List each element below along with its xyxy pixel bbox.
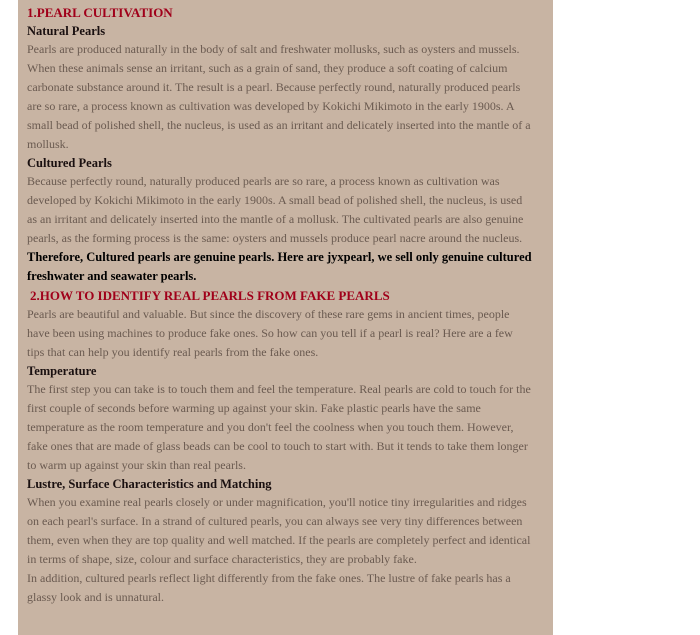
heading-cultured-pearls: Cultured Pearls [27, 156, 112, 170]
temperature-text: The first step you can take is to touch them and feel the temperature. Real pearls are cold to touch for the first couple of seconds before warming up against your skin. Fake plastic pearls have the same temperature as the room temperature and you don't feel the coolness when you touch them. However, fake ones that are made of glass beads can be cool to touch to start with. But it tends to take them longer to warm up against your skin than real pearls. [27, 382, 531, 472]
identify-intro-text: Pearls are beautiful and valuable. But since the discovery of these rare gems in ancient times, people have been using machines to produce fake ones. So how can you tell if a pearl is real? Here are a few tips that can help you identify real pearls from the fake ones. [27, 307, 513, 359]
article-panel [18, 0, 553, 635]
section-title-identify-pearls: 2.HOW TO IDENTIFY REAL PEARLS FROM FAKE PEARLS [30, 288, 390, 303]
cultured-pearls-text: Because perfectly round, naturally produced pearls are so rare, a process known as cultivation was developed by Kokichi Mikimoto in the early 1900s. A small bead of polished shell, the nucleus, is used as an irritant and delicately inserted into the mantle of a mollusk. The cultivated pearls are also genuine pearls, as the forming process is the same: oysters and mussels produce pearl nacre around the nucleus. [27, 174, 524, 245]
natural-pearls-text: Pearls are produced naturally in the body of salt and freshwater mollusks, such as oysters and mussels. When these animals sense an irritant, such as a grain of sand, they produce a soft coating of calcium carbonate substance around it. The result is a pearl. Because perfectly round, naturally produced pearls are so rare, a process known as cultivation was developed by Kokichi Mikimoto in the early 1900s. A small bead of polished shell, the nucleus, is used as an irritant and delicately inserted into the mantle of a mollusk. [27, 42, 531, 151]
article-content [27, 4, 533, 607]
lustre-text-2: In addition, cultured pearls reflect light differently from the fake ones. The lustre of fake pearls has a glassy look and is unnatural. [27, 571, 511, 604]
heading-temperature: Temperature [27, 364, 97, 378]
cultured-conclusion: Therefore, Cultured pearls are genuine pearls. Here are jyxpearl, we sell only genuine cultured freshwater and seawater pearls. [27, 250, 532, 283]
heading-lustre: Lustre, Surface Characteristics and Matching [27, 477, 272, 491]
heading-natural-pearls: Natural Pearls [27, 24, 106, 38]
lustre-text: When you examine real pearls closely or under magnification, you'll notice tiny irregularities and ridges on each pearl's surface. In a strand of cultured pearls, you can always see very tiny differences between them, even when they are top quality and well matched. If the pearls are completely perfect and identical in terms of shape, size, colour and surface characteristics, they are probably fake. [27, 495, 531, 566]
section-title-pearl-cultivation: 1.PEARL CULTIVATION [27, 5, 173, 20]
